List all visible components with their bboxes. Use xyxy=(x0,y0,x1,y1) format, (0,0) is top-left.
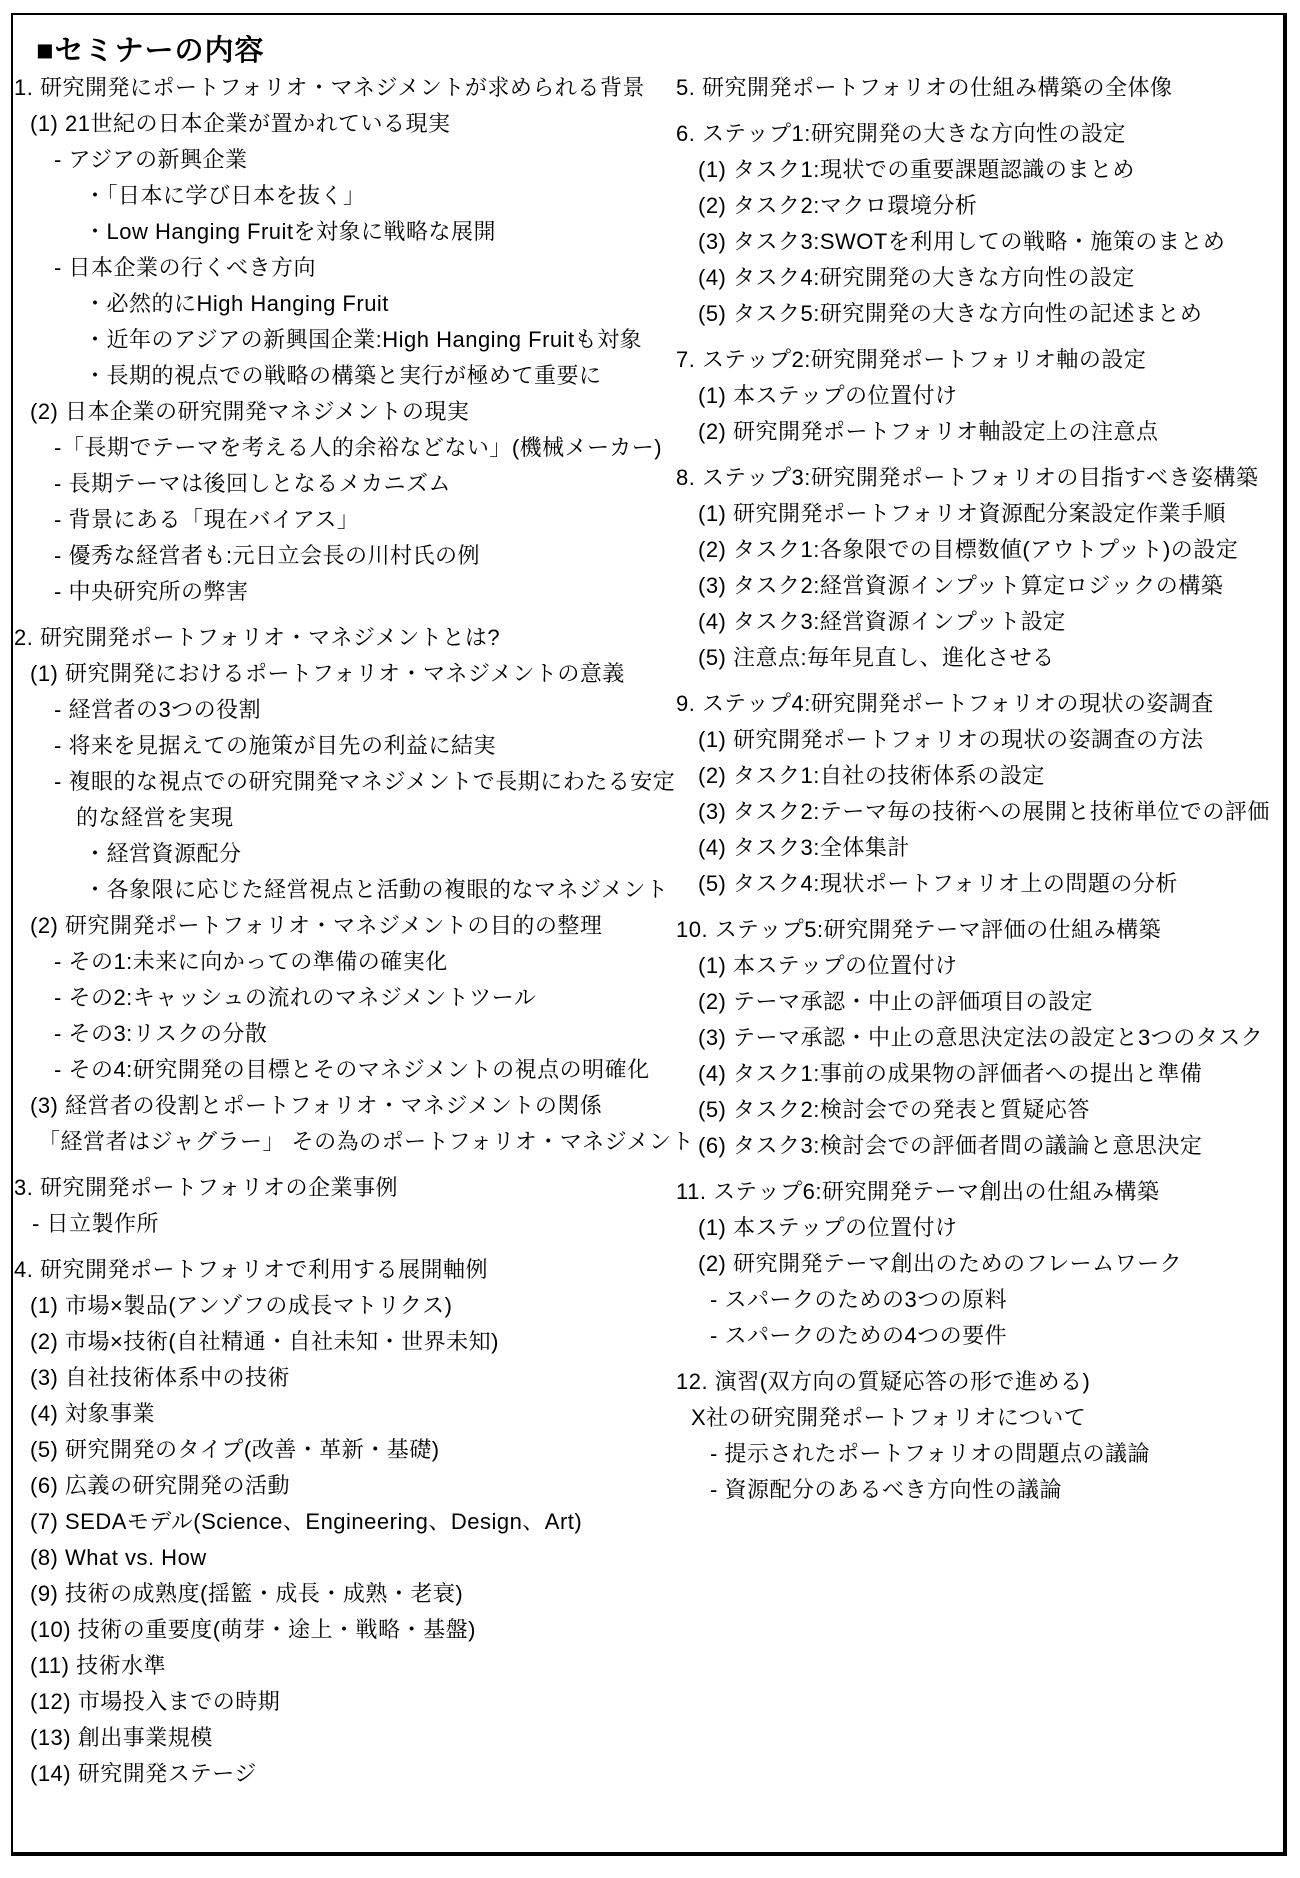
outline-line: (2) テーマ承認・中止の評価項目の設定 xyxy=(698,989,1094,1014)
outline-line: - 中央研究所の弊害 xyxy=(54,579,249,604)
outline-line: 10. ステップ5:研究開発テーマ評価の仕組み構築 xyxy=(676,917,1162,942)
outline-line: (7) SEDAモデル(Science、Engineering、Design、Art) xyxy=(30,1509,583,1534)
outline-line: (1) タスク1:現状での重要課題認識のまとめ xyxy=(698,157,1135,182)
outline-line: - その1:未来に向かっての準備の確実化 xyxy=(54,949,448,974)
outline-line: - 長期テーマは後回しとなるメカニズム xyxy=(54,471,451,496)
outline-line: (3) テーマ承認・中止の意思決定法の設定と3つのタスク xyxy=(698,1025,1264,1050)
outline-line: 1. 研究開発にポートフォリオ・マネジメントが求められる背景 xyxy=(14,75,645,100)
outline-line: (2) タスク2:マクロ環境分析 xyxy=(698,193,978,218)
outline-line: (2) 日本企業の研究開発マネジメントの現実 xyxy=(30,399,470,424)
outline-line: (4) タスク4:研究開発の大きな方向性の設定 xyxy=(698,265,1135,290)
outline-line: (5) 研究開発のタイプ(改善・革新・基礎) xyxy=(30,1437,440,1462)
outline-line: (2) 研究開発テーマ創出のためのフレームワーク xyxy=(698,1251,1183,1276)
outline-line: ・各象限に応じた経営視点と活動の複眼的なマネジメント xyxy=(84,877,669,902)
outline-line: (12) 市場投入までの時期 xyxy=(30,1689,281,1714)
outline-line: - 優秀な経営者も:元日立会長の川村氏の例 xyxy=(54,543,481,568)
outline-line: (3) タスク2:テーマ毎の技術への展開と技術単位での評価 xyxy=(698,799,1270,824)
outline-line: 8. ステップ3:研究開発ポートフォリオの目指すべき姿構築 xyxy=(676,465,1259,490)
outline-line: 的な経営を実現 xyxy=(76,805,234,830)
outline-line: 2. 研究開発ポートフォリオ・マネジメントとは? xyxy=(14,625,501,650)
outline-line: (11) 技術水準 xyxy=(30,1653,167,1678)
outline-line: ・必然的にHigh Hanging Fruit xyxy=(84,291,389,316)
outline-line: (2) 市場×技術(自社精通・自社未知・世界未知) xyxy=(30,1329,500,1354)
outline-line: (1) 本ステップの位置付け xyxy=(698,953,958,978)
outline-line: (8) What vs. How xyxy=(30,1545,207,1570)
outline-line: ・「日本に学び日本を抜く」 xyxy=(84,183,366,208)
outline-line: - 日立製作所 xyxy=(32,1211,159,1236)
outline-line: (2) 研究開発ポートフォリオ軸設定上の注意点 xyxy=(698,419,1159,444)
outline-line: - 日本企業の行くべき方向 xyxy=(54,255,316,280)
outline-line: (1) 研究開発ポートフォリオ資源配分案設定作業手順 xyxy=(698,501,1227,526)
outline-line: ・近年のアジアの新興国企業:High Hanging Fruitも対象 xyxy=(84,327,643,352)
outline-line: - その3:リスクの分散 xyxy=(54,1021,268,1046)
outline-line: 12. 演習(双方向の質疑応答の形で進める) xyxy=(676,1369,1091,1394)
outline-line: ・経営資源配分 xyxy=(84,841,242,866)
outline-line: 6. ステップ1:研究開発の大きな方向性の設定 xyxy=(676,121,1126,146)
outline-line: ・長期的視点での戦略の構築と実行が極めて重要に xyxy=(84,363,602,388)
outline-line: -「長期でテーマを考える人的余裕などない」(機械メーカー) xyxy=(54,435,663,460)
outline-line: (2) タスク1:各象限での目標数値(アウトプット)の設定 xyxy=(698,537,1239,562)
outline-line: (1) 研究開発におけるポートフォリオ・マネジメントの意義 xyxy=(30,661,625,686)
outline-line: (5) 注意点:毎年見直し、進化させる xyxy=(698,645,1055,670)
outline-line: (4) タスク3:全体集計 xyxy=(698,835,910,860)
outline-line: (3) 自社技術体系中の技術 xyxy=(30,1365,291,1390)
outline-line: X社の研究開発ポートフォリオについて xyxy=(691,1405,1087,1430)
outline-line: (10) 技術の重要度(萌芽・途上・戦略・基盤) xyxy=(30,1617,476,1642)
outline-line: (4) 対象事業 xyxy=(30,1401,156,1426)
outline-line: (9) 技術の成熟度(揺籃・成長・成熟・老衰) xyxy=(30,1581,464,1606)
outline-line: (1) 研究開発ポートフォリオの現状の姿調査の方法 xyxy=(698,727,1204,752)
outline-line: - その4:研究開発の目標とそのマネジメントの視点の明確化 xyxy=(54,1057,650,1082)
outline-line: (1) 21世紀の日本企業が置かれている現実 xyxy=(30,111,451,136)
outline-line: (6) タスク3:検討会での評価者間の議論と意思決定 xyxy=(698,1133,1203,1158)
outline-line: - 提示されたポートフォリオの問題点の議論 xyxy=(710,1441,1150,1466)
outline-line: - 資源配分のあるべき方向性の議論 xyxy=(710,1477,1062,1502)
outline-line: (1) 本ステップの位置付け xyxy=(698,1215,958,1240)
outline-line: (14) 研究開発ステージ xyxy=(30,1761,257,1786)
outline-line: (4) タスク3:経営資源インプット設定 xyxy=(698,609,1066,634)
page-title: ■セミナーの内容 xyxy=(36,35,265,67)
outline-line: (13) 創出事業規模 xyxy=(30,1725,213,1750)
outline-line: (4) タスク1:事前の成果物の評価者への提出と準備 xyxy=(698,1061,1203,1086)
outline-line: 11. ステップ6:研究開発テーマ創出の仕組み構築 xyxy=(676,1179,1160,1204)
outline-column-left xyxy=(14,70,695,1792)
outline-line: (2) 研究開発ポートフォリオ・マネジメントの目的の整理 xyxy=(30,913,603,938)
outline-line: - アジアの新興企業 xyxy=(54,147,248,172)
outline-line: - スパークのための3つの原料 xyxy=(710,1287,1008,1312)
outline-line: (3) 経営者の役割とポートフォリオ・マネジメントの関係 xyxy=(30,1093,603,1118)
outline-line: 7. ステップ2:研究開発ポートフォリオ軸の設定 xyxy=(676,347,1147,372)
outline-line: (1) 市場×製品(アンゾフの成長マトリクス) xyxy=(30,1293,453,1318)
outline-line: (3) タスク3:SWOTを利用しての戦略・施策のまとめ xyxy=(698,229,1226,254)
outline-line: 5. 研究開発ポートフォリオの仕組み構築の全体像 xyxy=(676,75,1173,100)
outline-line: (1) 本ステップの位置付け xyxy=(698,383,958,408)
outline-line: 9. ステップ4:研究開発ポートフォリオの現状の姿調査 xyxy=(676,691,1214,716)
outline-line: - 将来を見据えての施策が目先の利益に結実 xyxy=(54,733,496,758)
outline-line: (5) タスク5:研究開発の大きな方向性の記述まとめ xyxy=(698,301,1203,326)
outline-line: (5) タスク4:現状ポートフォリオ上の問題の分析 xyxy=(698,871,1178,896)
outline-line: (5) タスク2:検討会での発表と質疑応答 xyxy=(698,1097,1090,1122)
outline-line: 4. 研究開発ポートフォリオで利用する展開軸例 xyxy=(14,1257,488,1282)
outline-line: ・Low Hanging Fruitを対象に戦略な展開 xyxy=(84,219,497,244)
outline-line: 「経営者はジャグラー」 その為のポートフォリオ・マネジメント xyxy=(38,1129,695,1154)
outline-line: - その2:キャッシュの流れのマネジメントツール xyxy=(54,985,537,1010)
outline-line: - スパークのための4つの要件 xyxy=(710,1323,1008,1348)
outline-line: 3. 研究開発ポートフォリオの企業事例 xyxy=(14,1175,398,1200)
outline-line: (6) 広義の研究開発の活動 xyxy=(30,1473,291,1498)
outline-line: - 経営者の3つの役割 xyxy=(54,697,262,722)
outline-line: (2) タスク1:自社の技術体系の設定 xyxy=(698,763,1045,788)
outline-line: - 背景にある「現在バイアス」 xyxy=(54,507,360,532)
outline-line: (3) タスク2:経営資源インプット算定ロジックの構築 xyxy=(698,573,1224,598)
outline-line: - 複眼的な視点での研究開発マネジメントで長期にわたる安定 xyxy=(54,769,676,794)
outline-column-right xyxy=(676,70,1282,1508)
